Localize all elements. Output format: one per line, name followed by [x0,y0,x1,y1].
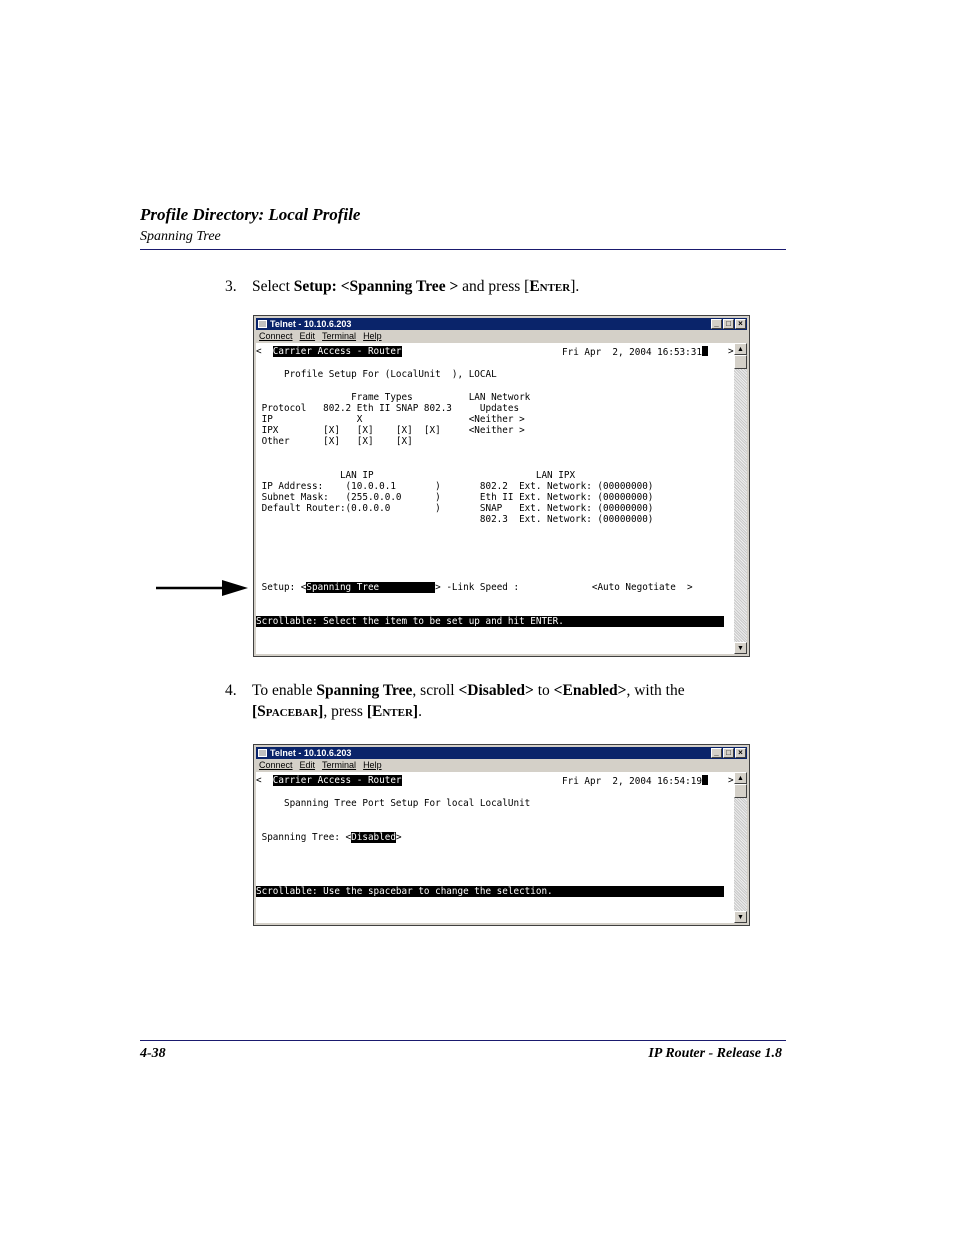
status-line: Scrollable: Use the spacebar to change the selection. [256,886,724,897]
close-icon[interactable]: × [735,319,746,329]
menu-help[interactable]: Help [363,331,382,341]
step-text-line-2: [Spacebar], press [Enter]. [252,703,422,720]
minimize-icon[interactable]: _ [711,748,722,758]
terminal-title-line: < Carrier Access - Router [256,346,402,357]
minimize-icon[interactable]: _ [711,319,722,329]
status-line: Scrollable: Select the item to be set up and hit ENTER. [256,616,724,627]
page-header-subtitle: Spanning Tree [140,229,221,244]
protocol-header: Protocol 802.2 Eth II SNAP 802.3 Updates [256,403,520,414]
step-text: Select Setup: <Spanning Tree > and press [Enter]. [252,278,580,295]
vertical-scrollbar[interactable] [734,343,747,654]
ip-address-line: IP Address: (10.0.0.1 ) 802.2 Ext. Network: (00000000) [256,481,654,492]
terminal-right-marker: > [728,346,734,357]
footer-rule [140,1040,786,1041]
vertical-scrollbar[interactable] [734,772,747,923]
menu-help[interactable]: Help [363,760,382,770]
enter-key: Enter [529,278,571,295]
maximize-icon[interactable]: □ [723,319,734,329]
maximize-icon[interactable]: □ [723,748,734,758]
telnet-window-spanning-tree [253,744,750,926]
window-title: Telnet - 10.10.6.203 [270,748,352,758]
protocol-row-ip: IP X <Neither > [256,414,525,425]
menu-edit[interactable]: Edit [299,331,316,341]
terminal-right-marker: > [728,775,734,786]
terminal-screen[interactable] [256,772,734,923]
text-cursor [702,775,708,785]
scroll-down-icon[interactable]: ▼ [734,911,747,923]
window-title-bar[interactable] [256,318,747,330]
telnet-app-icon [258,320,267,328]
spanning-tree-value[interactable]: Disabled [351,832,396,843]
step-number: 4. [225,682,237,699]
lan-headers: LAN IP LAN IPX [256,470,576,481]
step-number: 3. [225,278,237,295]
menu-bar [256,760,386,771]
enter-key: Enter [371,703,413,720]
setup-selector-line[interactable]: Setup: <Spanning Tree > -Link Speed : <Auto Negotiate > [256,582,693,593]
subnet-mask-line: Subnet Mask: (255.0.0.0 ) Eth II Ext. Network: (00000000) [256,492,654,503]
profile-setup-line: Profile Setup For (LocalUnit ), LOCAL [256,369,497,380]
frame-types-header: Frame Types LAN Network [256,392,531,403]
menu-terminal[interactable]: Terminal [322,331,357,341]
menu-bar [256,331,386,342]
menu-edit[interactable]: Edit [299,760,316,770]
header-rule [140,249,786,250]
terminal-screen[interactable] [256,343,734,654]
protocol-row-ipx: IPX [X] [X] [X] [X] <Neither > [256,425,525,436]
close-icon[interactable]: × [735,748,746,758]
menu-terminal[interactable]: Terminal [322,760,357,770]
telnet-app-icon [258,749,267,757]
document-title: IP Router - Release 1.8 [648,1046,782,1061]
spacebar-key: Spacebar [257,703,319,720]
default-router-line: Default Router:(0.0.0.0 ) SNAP Ext. Network: (00000000) [256,503,654,514]
scroll-down-icon[interactable]: ▼ [734,642,747,654]
port-setup-line: Spanning Tree Port Setup For local LocalUnit [256,798,531,809]
page-header-title: Profile Directory: Local Profile [140,205,361,224]
scroll-up-icon[interactable]: ▲ [734,343,747,355]
menu-connect[interactable]: Connect [259,331,293,341]
window-title: Telnet - 10.10.6.203 [270,319,352,329]
scroll-up-icon[interactable]: ▲ [734,772,747,784]
window-title-bar[interactable] [256,747,747,759]
step-text-line-1: To enable Spanning Tree, scroll <Disabled> to <Enabled>, with the [252,682,685,699]
scroll-thumb[interactable] [734,355,747,369]
ipx-8023-line: 802.3 Ext. Network: (00000000) [256,514,654,525]
terminal-date: Fri Apr 2, 2004 16:53:31 [562,346,708,358]
terminal-title-line: < Carrier Access - Router [256,775,402,786]
text-cursor [702,346,708,356]
menu-connect[interactable]: Connect [259,760,293,770]
scroll-thumb[interactable] [734,784,747,798]
pointer-arrow-icon [156,578,250,598]
spanning-tree-selector[interactable]: Spanning Tree: <Disabled> [256,832,402,843]
telnet-window-profile-setup [253,315,750,657]
protocol-row-other: Other [X] [X] [X] [256,436,413,447]
terminal-date: Fri Apr 2, 2004 16:54:19 [562,775,708,787]
setup-selected-value[interactable]: Spanning Tree [306,582,436,593]
page-number: 4-38 [140,1046,166,1061]
